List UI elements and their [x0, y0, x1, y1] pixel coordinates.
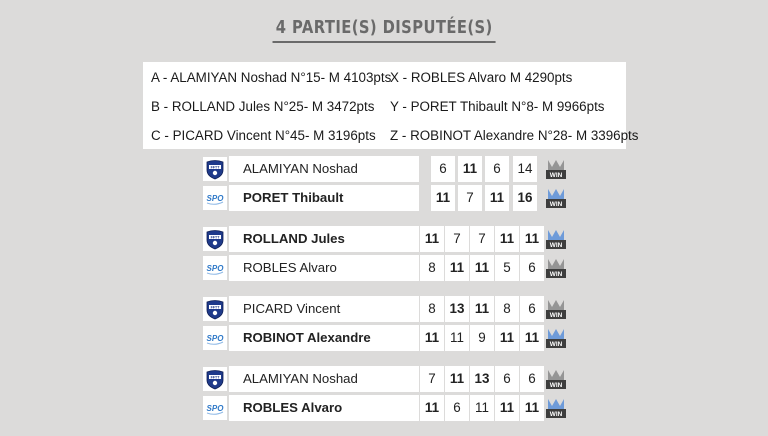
svg-text:FFTT: FFTT	[210, 305, 220, 310]
set-score: 11	[458, 156, 482, 182]
set-score: 13	[470, 366, 494, 392]
set-score: 6	[520, 255, 544, 281]
spo-logo-icon	[203, 186, 227, 210]
set-score: 6	[495, 366, 519, 392]
player-name: ROBINOT Alexandre	[229, 325, 419, 351]
page-title	[0, 17, 768, 43]
win-badge-icon	[545, 228, 567, 250]
win-badge-inactive-icon	[545, 158, 567, 180]
page-title-text: 4 PARTIE(S) DISPUTÉE(S)	[272, 17, 495, 43]
win-badge-inactive-icon	[545, 298, 567, 320]
fftt-logo-icon	[203, 297, 227, 321]
svg-text:WIN: WIN	[549, 312, 563, 320]
roster-player-z: Z - ROBINOT Alexandre N°28- M 3396pts	[390, 128, 639, 143]
spo-logo-icon	[203, 396, 227, 420]
roster-player-a: A - ALAMIYAN Noshad N°15- M 4103pts	[151, 70, 392, 85]
player-name: PICARD Vincent	[229, 296, 419, 322]
fftt-logo-icon	[203, 227, 227, 251]
player-roster	[143, 62, 639, 149]
svg-text:FFTT: FFTT	[210, 235, 220, 240]
player-name: ROLLAND Jules	[229, 226, 419, 252]
match-row	[0, 395, 768, 421]
svg-text:SPO: SPO	[206, 404, 224, 413]
set-score: 6	[485, 156, 509, 182]
set-score: 8	[495, 296, 519, 322]
set-score: 11	[470, 395, 494, 421]
set-score: 11	[445, 366, 469, 392]
match-row	[0, 296, 768, 322]
set-score: 13	[445, 296, 469, 322]
svg-text:SPO: SPO	[206, 334, 224, 343]
set-score: 16	[513, 185, 537, 211]
svg-text:WIN: WIN	[549, 242, 563, 250]
roster-player-x: X - ROBLES Alvaro M 4290pts	[390, 70, 573, 85]
set-score: 11	[470, 255, 494, 281]
set-score: 11	[420, 395, 444, 421]
set-score: 9	[470, 325, 494, 351]
set-score: 11	[470, 296, 494, 322]
match-row	[0, 226, 768, 252]
svg-text:SPO: SPO	[206, 194, 224, 203]
roster-player-b: B - ROLLAND Jules N°25- M 3472pts	[151, 99, 375, 114]
win-badge-icon	[545, 327, 567, 349]
set-score: 8	[420, 296, 444, 322]
set-score: 11	[495, 325, 519, 351]
player-name: ALAMIYAN Noshad	[229, 156, 419, 182]
set-score: 11	[520, 226, 544, 252]
roster-player-c: C - PICARD Vincent N°45- M 3196pts	[151, 128, 376, 143]
set-score: 5	[495, 255, 519, 281]
set-score: 6	[431, 156, 455, 182]
player-name: PORET Thibault	[229, 185, 419, 211]
spo-logo-icon	[203, 256, 227, 280]
win-badge-icon	[545, 397, 567, 419]
svg-text:FFTT: FFTT	[210, 375, 220, 380]
match-row	[0, 156, 768, 182]
svg-text:WIN: WIN	[549, 201, 563, 209]
match-row	[0, 255, 768, 281]
set-score: 8	[420, 255, 444, 281]
win-badge-inactive-icon	[545, 257, 567, 279]
fftt-logo-icon	[203, 157, 227, 181]
set-score: 11	[445, 325, 469, 351]
set-score: 7	[420, 366, 444, 392]
svg-text:WIN: WIN	[549, 382, 563, 390]
set-score: 6	[520, 296, 544, 322]
set-score: 11	[431, 185, 455, 211]
spo-logo-icon	[203, 326, 227, 350]
set-score: 6	[445, 395, 469, 421]
set-score: 7	[470, 226, 494, 252]
set-score: 11	[420, 325, 444, 351]
set-score: 6	[520, 366, 544, 392]
svg-text:FFTT: FFTT	[210, 165, 220, 170]
player-name: ROBLES Alvaro	[229, 255, 419, 281]
set-score: 14	[513, 156, 537, 182]
set-score: 11	[485, 185, 509, 211]
match-row	[0, 366, 768, 392]
svg-text:WIN: WIN	[549, 271, 563, 279]
svg-text:WIN: WIN	[549, 172, 563, 180]
win-badge-icon	[545, 187, 567, 209]
svg-text:WIN: WIN	[549, 341, 563, 349]
set-score: 11	[520, 395, 544, 421]
fftt-logo-icon	[203, 367, 227, 391]
player-name: ALAMIYAN Noshad	[229, 366, 419, 392]
set-score: 11	[495, 395, 519, 421]
match-row	[0, 185, 768, 211]
match-row	[0, 325, 768, 351]
set-score: 11	[420, 226, 444, 252]
set-score: 11	[495, 226, 519, 252]
set-score: 7	[445, 226, 469, 252]
set-score: 11	[520, 325, 544, 351]
set-score: 7	[458, 185, 482, 211]
svg-text:SPO: SPO	[206, 264, 224, 273]
player-name: ROBLES Alvaro	[229, 395, 419, 421]
set-score: 11	[445, 255, 469, 281]
win-badge-inactive-icon	[545, 368, 567, 390]
svg-text:WIN: WIN	[549, 411, 563, 419]
roster-player-y: Y - PORET Thibault N°8- M 9966pts	[390, 99, 605, 114]
